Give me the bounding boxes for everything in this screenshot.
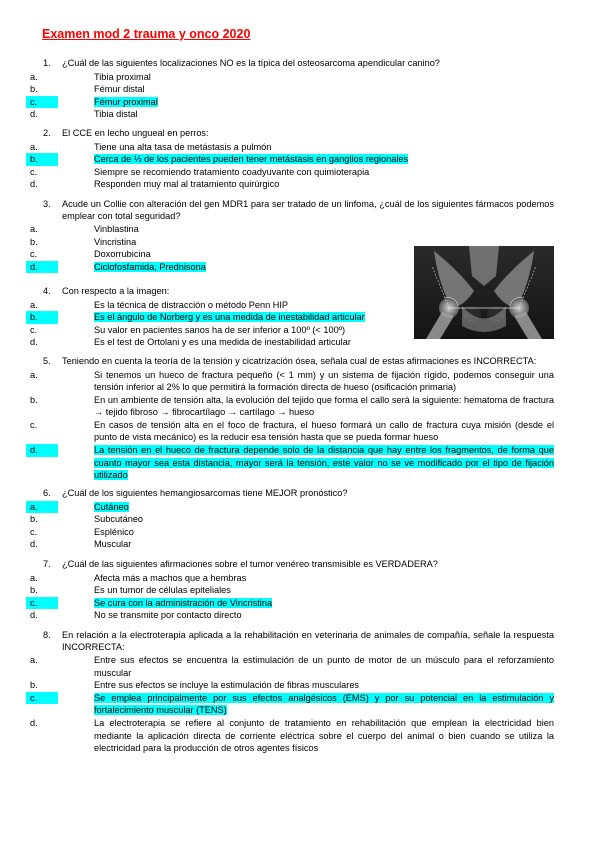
option-text: Entre sus efectos se incluye la estimulación de fibras musculares — [94, 680, 360, 691]
option-b — [30, 513, 554, 526]
question-number: 1. — [43, 58, 51, 68]
option-letter: c. — [30, 249, 38, 260]
option-letter: a. — [30, 299, 38, 310]
option-letter: a. — [30, 141, 38, 152]
option-text-highlighted: Es el ángulo de Norberg y es una medida de inestabilidad articular — [94, 312, 365, 323]
question-7 — [30, 559, 554, 622]
option-text: En un ambiente de tensión alta, la evolución del tejido que forma el callo será la siguiente: hematoma de fractura → tejido fibroso → fibrocartílago → cartílago → hueso — [94, 394, 554, 418]
option-letter: d. — [26, 444, 58, 457]
option-letter: d. — [26, 261, 58, 274]
option-text-highlighted: Cutáneo — [94, 501, 129, 512]
option-letter: a. — [30, 572, 38, 583]
option-letter: d. — [30, 109, 38, 120]
option-letter: d. — [30, 539, 38, 550]
option-letter: b. — [30, 514, 38, 525]
option-letter: d. — [30, 337, 38, 348]
question-number: 2. — [43, 128, 51, 138]
option-text: Vinblastina — [94, 224, 139, 234]
question-stem: Acude un Collie con alteración del gen MDR1 para ser tratado de un linfoma, ¿cuál de los siguientes fármacos podemos emplear con total seguridad? — [62, 199, 554, 221]
question-5 — [30, 356, 554, 482]
option-c — [30, 419, 554, 444]
option-text-highlighted: Ciclofosfamida, Prednisona — [94, 261, 206, 272]
option-letter: d. — [30, 717, 38, 728]
option-text: No se transmite por contacto directo — [94, 610, 242, 621]
option-letter: b. — [26, 311, 58, 324]
option-text: Esplénico — [94, 526, 134, 537]
option-text: Muscular — [94, 539, 132, 550]
option-letter: c. — [30, 324, 38, 335]
option-letter: c. — [26, 692, 58, 705]
question-number: 8. — [43, 630, 51, 640]
option-d — [30, 178, 554, 191]
question-6 — [30, 488, 554, 551]
option-letter: d. — [30, 179, 38, 190]
option-b — [30, 394, 554, 419]
question-number: 3. — [43, 199, 51, 209]
option-letter: a. — [30, 71, 38, 82]
question-number: 6. — [43, 488, 51, 498]
option-a — [30, 501, 554, 514]
option-letter: c. — [26, 96, 58, 109]
option-text: Es la técnica de distracción o método Penn HIP — [94, 299, 289, 310]
option-text-highlighted: Se emplea principalmente por sus efectos analgésicos (EMS) y por su potencial en la estimulación y fortalecimiento muscular (TENS) — [94, 692, 554, 716]
option-b — [30, 311, 554, 324]
option-d — [30, 609, 554, 622]
option-text: Subcutáneo — [94, 514, 144, 525]
option-text: Es el test de Ortolani y es una medida de inestabilidad articular — [94, 337, 351, 348]
option-text: Es un tumor de células epiteliales — [94, 585, 231, 596]
option-c — [30, 324, 554, 337]
option-text: La electroterapia se refiere al conjunto de tratamiento en rehabilitación que emplean la electricidad bien mediante la aplicación directa de corriente eléctrica sobre el cuerpo del animal o bien cuando se utiliza la electricidad para la producción de otros agentes físicos — [94, 717, 554, 754]
option-a — [30, 71, 554, 84]
option-text-highlighted: Fémur proximal — [94, 96, 158, 107]
option-d — [30, 108, 554, 121]
question-8 — [30, 630, 554, 755]
option-c — [30, 166, 554, 179]
question-number: 4. — [43, 286, 51, 296]
question-4 — [30, 286, 554, 349]
question-stem: Teniendo en cuenta la teoría de la tensión y cicatrización ósea, señala cual de estas afirmaciones es INCORRECTA: — [62, 356, 537, 366]
option-text: Tibia distal — [94, 109, 138, 120]
option-letter: a. — [30, 224, 38, 234]
exam-title: Examen mod 2 trauma y onco 2020 — [42, 27, 251, 41]
option-c — [30, 526, 554, 539]
option-a — [30, 223, 554, 236]
option-letter: a. — [30, 655, 38, 665]
option-letter: d. — [30, 610, 38, 621]
option-b — [30, 584, 554, 597]
option-a — [30, 654, 554, 679]
option-d — [30, 444, 554, 482]
option-text: En casos de tensión alta en el foco de fractura, el hueso formará un callo de fractura cuya misión (desde el punto de vista mecánico) es la reducir esa tensión hasta que se pueda formar hueso — [94, 419, 554, 443]
option-letter: b. — [26, 153, 58, 166]
option-letter: a. — [26, 501, 58, 514]
option-b — [30, 153, 554, 166]
question-2 — [30, 128, 554, 191]
option-letter: b. — [30, 84, 38, 95]
option-letter: c. — [30, 526, 38, 537]
option-letter: b. — [30, 394, 38, 405]
option-c — [30, 597, 554, 610]
question-number: 7. — [43, 559, 51, 569]
option-letter: c. — [30, 419, 38, 430]
option-b — [30, 679, 554, 692]
option-b — [30, 83, 554, 96]
question-stem: El CCE en lecho ungueal en perros: — [62, 128, 209, 138]
option-letter: c. — [26, 597, 58, 610]
option-text-highlighted: Se cura con la administración de Vincristina — [94, 597, 273, 608]
option-a — [30, 299, 554, 312]
option-text: Si tenemos un hueco de fractura pequeño (< 1 mm) y un sistema de fijación rígido, podemos conseguir una tensión inferior al 2% lo que permitirá la formación directa de hueso (osificación primaria) — [94, 369, 554, 393]
option-d — [30, 336, 554, 349]
option-text: Doxorrubicina — [94, 249, 151, 260]
option-text: Su valor en pacientes sanos ha de ser inferior a 100º (< 100º) — [94, 324, 346, 335]
option-letter: a. — [30, 369, 38, 380]
option-text: Vincristina — [94, 236, 137, 247]
option-letter: b. — [30, 585, 38, 596]
option-text: Fémur distal — [94, 84, 145, 95]
question-1 — [30, 58, 554, 121]
option-d — [30, 538, 554, 551]
option-letter: b. — [30, 680, 38, 691]
option-text: Entre sus efectos se encuentra la estimulación de un punto de motor de un músculo para el reforzamiento muscular — [94, 655, 554, 678]
option-text: Tibia proximal — [94, 71, 151, 82]
option-a — [30, 141, 554, 154]
option-text: Responden muy mal al tratamiento quirúrgico — [94, 179, 280, 190]
option-letter: b. — [30, 236, 38, 247]
option-text: Tiene una alta tasa de metástasis a pulmón — [94, 141, 272, 152]
question-stem: Con respecto a la imagen: — [62, 286, 170, 296]
question-stem: En relación a la electroterapia aplicada a la rehabilitación en veterinaria de animales de compañía, señale la respuesta INCORRECTA: — [62, 630, 554, 652]
question-stem: ¿Cuál de los siguientes hemangiosarcomas tiene MEJOR pronóstico? — [62, 488, 348, 498]
question-number: 5. — [43, 356, 51, 366]
option-a — [30, 369, 554, 394]
option-text-highlighted: Cerca de ⅓ de los pacientes pueden tener metástasis en ganglios regionales — [94, 154, 409, 165]
option-letter: c. — [30, 166, 38, 177]
option-c — [30, 692, 554, 717]
option-text-highlighted: La tensión en el hueco de fractura depende solo de la distancia que hay entre los fragmentos, de forma que cuanto mayor sea esta distancia, mayor será la tensión, este valor no se ve modificado por el tipo de fijación utilizado — [94, 445, 554, 481]
option-c — [30, 96, 554, 109]
question-stem: ¿Cuál de las siguientes afirmaciones sobre el tumor venéreo transmisible es VERDADERA? — [62, 559, 438, 569]
question-stem: ¿Cuál de las siguientes localizaciones NO es la típica del osteosarcoma apendicular canino? — [62, 58, 440, 68]
option-d — [30, 717, 554, 755]
option-a — [30, 572, 554, 585]
option-text: Siempre se recomiendo tratamiento coadyuvante con quimioterapia — [94, 166, 370, 177]
option-text: Afecta más a machos que a hembras — [94, 572, 247, 583]
